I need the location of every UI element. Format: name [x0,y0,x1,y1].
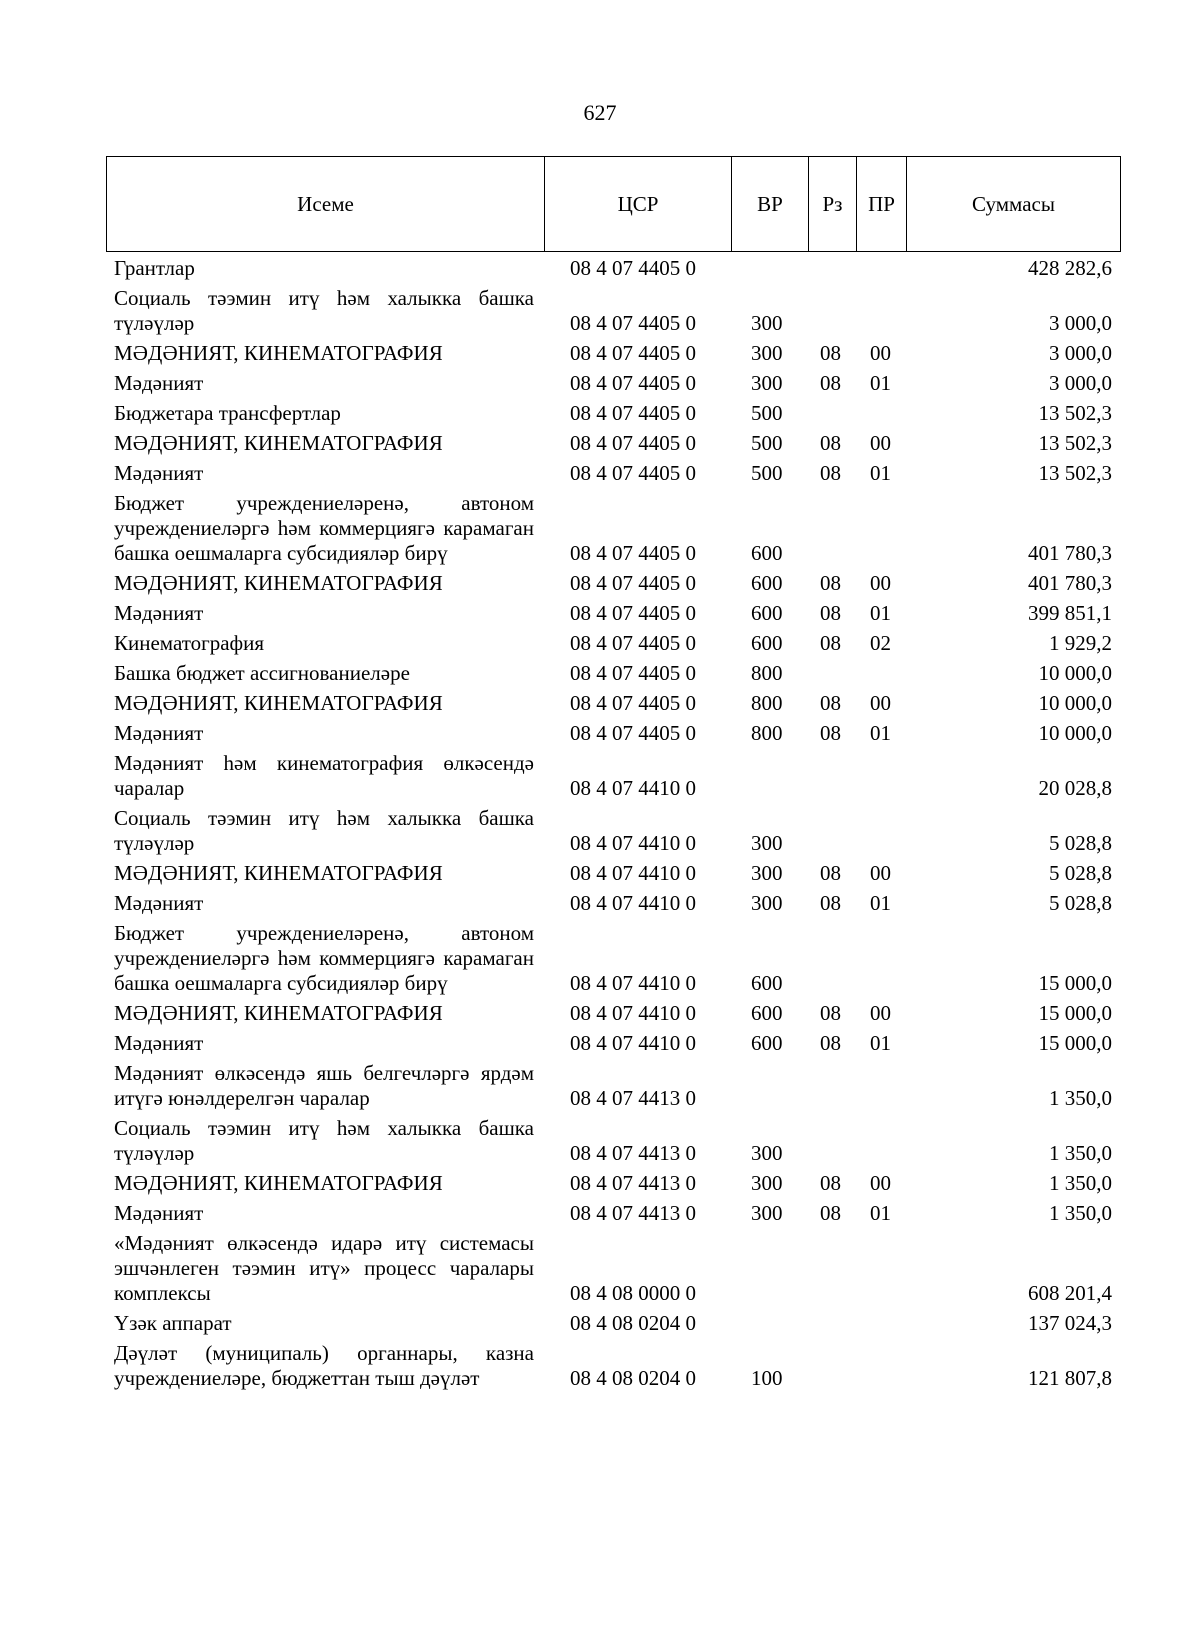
row-csr-code: 08 4 07 4405 0 [570,341,696,365]
row-pr-code [856,1114,906,1169]
table-row [106,719,1120,749]
row-rz-code [808,1339,856,1394]
row-rz-code: 08 [820,891,841,915]
row-name: «Мәдәният өлкәсендә идарә итү системасы эшчәнлеген тәэмин итү» процесс чаралары комплексы [114,1231,534,1305]
row-name: Социаль тәэмин итү һәм халыкка башка түләүләр [114,1116,534,1165]
row-name: МӘДӘНИЯТ, КИНЕМАТОГРАФИЯ [114,691,443,715]
row-name: Мәдәният өлкәсендә яшь белгечләргә ярдәм итүгә юнәлдерелгән чаралар [114,1061,534,1110]
table-body [106,254,1120,1394]
row-sum: 10 000,0 [1038,721,1112,745]
row-vr-code: 300 [751,1171,783,1195]
row-sum: 401 780,3 [1028,571,1112,595]
row-sum: 401 780,3 [1028,541,1112,565]
row-csr-code: 08 4 07 4405 0 [570,721,696,745]
row-sum: 10 000,0 [1038,691,1112,715]
row-pr-code [856,659,906,689]
table-row [106,1339,1120,1394]
row-name: Мәдәният [114,371,204,395]
table-row [106,569,1120,599]
header-sum: Суммасы [907,157,1121,252]
row-rz-code: 08 [820,861,841,885]
table-row [106,1059,1120,1114]
row-vr-code [731,254,808,284]
row-rz-code [808,919,856,999]
row-sum: 13 502,3 [1038,401,1112,425]
table-row [106,489,1120,569]
row-csr-code: 08 4 07 4405 0 [570,541,696,565]
table-row [106,919,1120,999]
row-vr-code: 500 [751,401,783,425]
row-vr-code: 500 [751,461,783,485]
row-csr-code: 08 4 07 4413 0 [570,1086,696,1110]
row-csr-code: 08 4 07 4405 0 [570,311,696,335]
row-name: Грантлар [114,256,195,280]
row-csr-code: 08 4 07 4405 0 [570,571,696,595]
row-csr-code: 08 4 07 4413 0 [570,1171,696,1195]
table-header [106,156,1121,252]
row-csr-code: 08 4 07 4410 0 [570,831,696,855]
row-csr-code: 08 4 07 4405 0 [570,371,696,395]
row-vr-code: 300 [751,861,783,885]
row-vr-code: 600 [751,601,783,625]
row-vr-code: 600 [751,1031,783,1055]
table-row [106,689,1120,719]
table-row [106,1029,1120,1059]
row-name: Дәүләт (муниципаль) органнары, казна учреждениеләре, бюджеттан тыш дәүләт [114,1341,534,1390]
row-name: Мәдәният [114,1031,204,1055]
row-pr-code [856,919,906,999]
row-name: МӘДӘНИЯТ, КИНЕМАТОГРАФИЯ [114,1171,443,1195]
row-name: Мәдәният [114,721,204,745]
row-rz-code: 08 [820,461,841,485]
table-row [106,659,1120,689]
row-sum: 5 028,8 [1049,891,1112,915]
row-pr-code: 00 [870,341,891,365]
row-csr-code: 08 4 07 4410 0 [570,1001,696,1025]
table-row [106,429,1120,459]
row-pr-code [856,489,906,569]
row-vr-code: 100 [751,1366,783,1390]
row-name: МӘДӘНИЯТ, КИНЕМАТОГРАФИЯ [114,1001,443,1025]
row-pr-code: 01 [870,721,891,745]
row-sum: 3 000,0 [1049,311,1112,335]
row-rz-code: 08 [820,601,841,625]
row-vr-code: 600 [751,631,783,655]
table-row [106,804,1120,859]
row-rz-code: 08 [820,691,841,715]
row-name: МӘДӘНИЯТ, КИНЕМАТОГРАФИЯ [114,861,443,885]
row-csr-code: 08 4 08 0204 0 [570,1366,696,1390]
row-csr-code: 08 4 07 4405 0 [570,691,696,715]
row-pr-code [856,284,906,339]
row-vr-code: 800 [751,661,783,685]
row-pr-code [856,1339,906,1394]
row-pr-code: 00 [870,1171,891,1195]
row-sum: 1 350,0 [1049,1086,1112,1110]
row-vr-code: 300 [751,371,783,395]
table-row [106,629,1120,659]
table-row [106,749,1120,804]
row-rz-code [808,749,856,804]
row-rz-code: 08 [820,1001,841,1025]
row-vr-code: 600 [751,571,783,595]
row-name: Социаль тәэмин итү һәм халыкка башка түләүләр [114,806,534,855]
row-name: Бюджет учреждениеләренә, автоном учреждениеләргә һәм коммерциягә карамаган башка оешмаларга субсидияләр бирү [114,921,534,995]
row-name: МӘДӘНИЯТ, КИНЕМАТОГРАФИЯ [114,341,443,365]
row-sum: 608 201,4 [1028,1281,1112,1305]
table-row [106,1114,1120,1169]
table-row [106,599,1120,629]
row-vr-code [731,749,808,804]
row-pr-code: 00 [870,861,891,885]
row-rz-code [808,399,856,429]
table-row [106,1229,1120,1309]
table-row [106,369,1120,399]
row-pr-code: 00 [870,431,891,455]
table-row [106,999,1120,1029]
table-row [106,859,1120,889]
row-rz-code: 08 [820,571,841,595]
row-csr-code: 08 4 07 4405 0 [570,461,696,485]
row-pr-code [856,399,906,429]
row-sum: 15 000,0 [1038,1001,1112,1025]
row-name: Бюджет учреждениеләренә, автоном учреждениеләргә һәм коммерциягә карамаган башка оешмаларга субсидияләр бирү [114,491,534,565]
row-sum: 1 350,0 [1049,1141,1112,1165]
row-csr-code: 08 4 07 4405 0 [570,631,696,655]
row-csr-code: 08 4 07 4405 0 [570,431,696,455]
row-sum: 1 929,2 [1049,631,1112,655]
row-name: МӘДӘНИЯТ, КИНЕМАТОГРАФИЯ [114,571,443,595]
row-vr-code: 300 [751,311,783,335]
row-csr-code: 08 4 07 4413 0 [570,1141,696,1165]
row-vr-code: 300 [751,831,783,855]
table-row [106,284,1120,339]
row-pr-code: 00 [870,571,891,595]
row-name: Социаль тәэмин итү һәм халыкка башка түләүләр [114,286,534,335]
row-pr-code: 01 [870,1031,891,1055]
row-vr-code: 800 [751,721,783,745]
row-rz-code: 08 [820,1201,841,1225]
row-sum: 10 000,0 [1038,661,1112,685]
row-pr-code: 01 [870,371,891,395]
row-vr-code: 300 [751,1141,783,1165]
row-csr-code: 08 4 07 4410 0 [570,891,696,915]
row-pr-code [856,254,906,284]
row-csr-code: 08 4 07 4405 0 [570,601,696,625]
row-csr-code: 08 4 08 0000 0 [570,1281,696,1305]
table-row [106,1199,1120,1229]
row-csr-code: 08 4 07 4405 0 [570,401,696,425]
row-rz-code: 08 [820,371,841,395]
row-pr-code: 01 [870,601,891,625]
row-pr-code: 02 [870,631,891,655]
row-rz-code [808,284,856,339]
table-row [106,399,1120,429]
row-sum: 3 000,0 [1049,341,1112,365]
row-name: МӘДӘНИЯТ, КИНЕМАТОГРАФИЯ [114,431,443,455]
row-pr-code [856,1229,906,1309]
row-sum: 15 000,0 [1038,971,1112,995]
row-sum: 5 028,8 [1049,831,1112,855]
row-name: Кинематография [114,631,265,655]
row-rz-code: 08 [820,721,841,745]
row-rz-code [808,1229,856,1309]
row-name: Мәдәният [114,461,204,485]
row-pr-code: 00 [870,1001,891,1025]
row-vr-code [731,1229,808,1309]
table-row [106,1309,1120,1339]
row-rz-code [808,659,856,689]
row-vr-code: 800 [751,691,783,715]
row-sum: 20 028,8 [1038,776,1112,800]
row-name: Мәдәният [114,601,204,625]
row-sum: 5 028,8 [1049,861,1112,885]
row-csr-code: 08 4 07 4410 0 [570,776,696,800]
row-rz-code [808,254,856,284]
row-vr-code: 300 [751,341,783,365]
row-sum: 3 000,0 [1049,371,1112,395]
header-vr: ВР [732,157,809,252]
row-sum: 399 851,1 [1028,601,1112,625]
row-sum: 1 350,0 [1049,1201,1112,1225]
row-rz-code [808,1114,856,1169]
row-vr-code: 300 [751,891,783,915]
row-rz-code: 08 [820,631,841,655]
page-number: 627 [583,100,617,125]
row-name: Мәдәният [114,891,204,915]
row-csr-code: 08 4 07 4405 0 [570,661,696,685]
row-name: Үзәк аппарат [114,1311,232,1335]
row-vr-code: 300 [751,1201,783,1225]
table-row [106,254,1120,284]
header-rz: Рз [809,157,857,252]
row-vr-code: 600 [751,1001,783,1025]
row-pr-code: 01 [870,891,891,915]
row-csr-code: 08 4 07 4405 0 [570,256,696,280]
row-name: Башка бюджет ассигнованиеләре [114,661,410,685]
row-csr-code: 08 4 07 4410 0 [570,1031,696,1055]
row-csr-code: 08 4 07 4410 0 [570,971,696,995]
row-vr-code: 600 [751,541,783,565]
table-row [106,1169,1120,1199]
table-row [106,889,1120,919]
row-name: Мәдәният һәм кинематография өлкәсендә чаралар [114,751,534,800]
row-pr-code [856,1059,906,1114]
row-vr-code: 500 [751,431,783,455]
row-rz-code: 08 [820,1171,841,1195]
row-vr-code: 600 [751,971,783,995]
row-pr-code: 00 [870,691,891,715]
row-rz-code [808,804,856,859]
table-row [106,459,1120,489]
row-pr-code [856,1309,906,1339]
header-name: Исеме [107,157,545,252]
row-sum: 137 024,3 [1028,1311,1112,1335]
row-sum: 15 000,0 [1038,1031,1112,1055]
row-pr-code: 01 [870,1201,891,1225]
row-rz-code [808,489,856,569]
row-rz-code: 08 [820,1031,841,1055]
row-sum: 121 807,8 [1028,1366,1112,1390]
row-csr-code: 08 4 07 4413 0 [570,1201,696,1225]
header-csr: ЦСР [545,157,732,252]
row-name: Мәдәният [114,1201,204,1225]
row-rz-code [808,1059,856,1114]
header-pr: ПР [857,157,907,252]
row-sum: 13 502,3 [1038,461,1112,485]
row-vr-code [731,1059,808,1114]
row-rz-code [808,1309,856,1339]
row-pr-code: 01 [870,461,891,485]
row-sum: 13 502,3 [1038,431,1112,455]
row-csr-code: 08 4 07 4410 0 [570,861,696,885]
row-sum: 428 282,6 [1028,256,1112,280]
row-vr-code [731,1309,808,1339]
row-pr-code [856,749,906,804]
row-sum: 1 350,0 [1049,1171,1112,1195]
row-pr-code [856,804,906,859]
budget-table [106,254,1120,1394]
row-rz-code: 08 [820,431,841,455]
row-csr-code: 08 4 08 0204 0 [570,1311,696,1335]
table-row [106,339,1120,369]
row-name: Бюджетара трансфертлар [114,401,341,425]
row-rz-code: 08 [820,341,841,365]
